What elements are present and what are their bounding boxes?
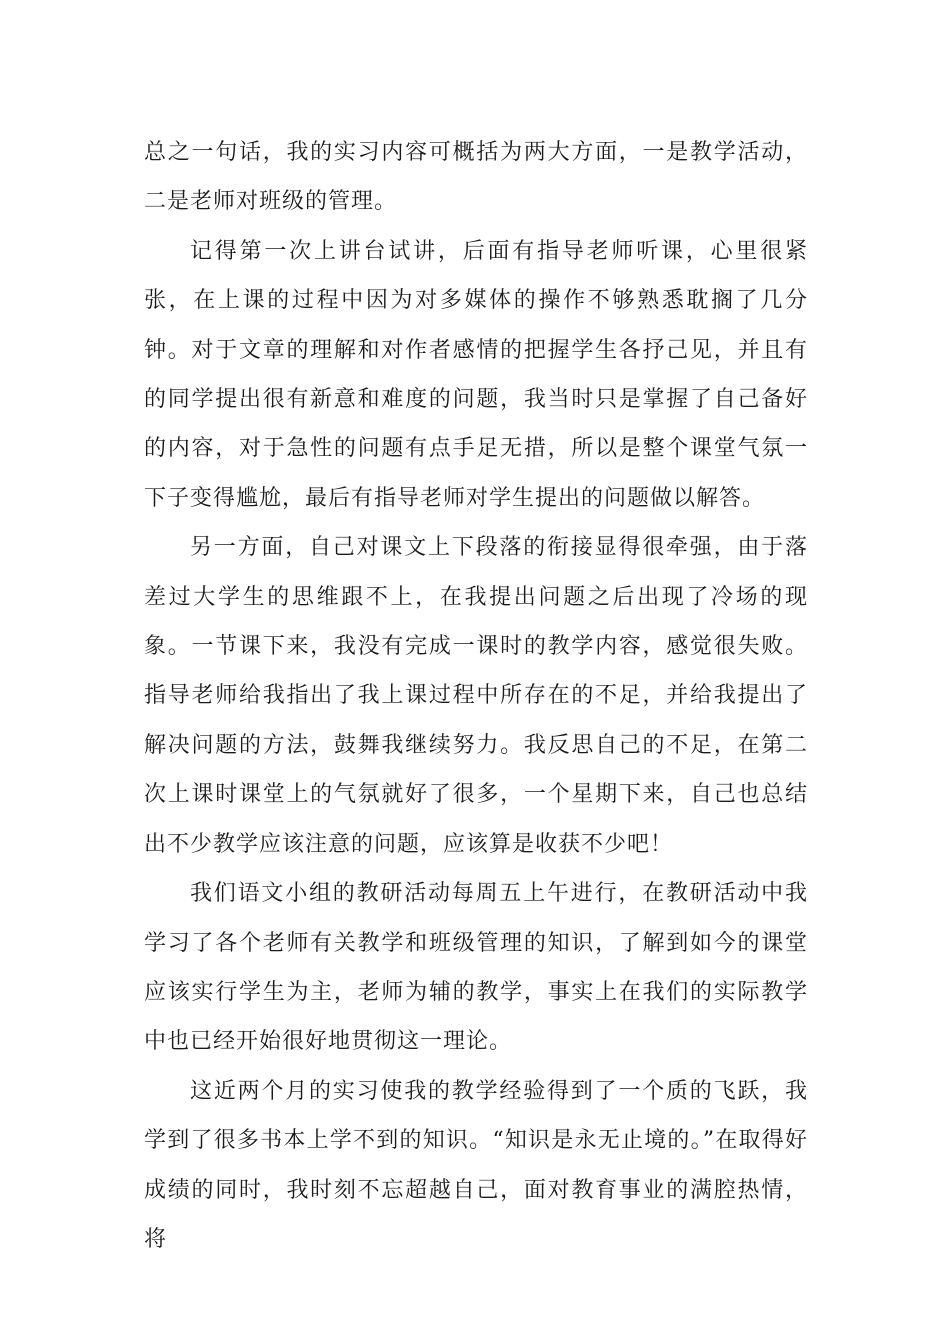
document-body: [144, 128, 808, 1264]
paragraph-2: 记得第一次上讲台试讲，后面有指导老师听课，心里很紧张，在上课的过程中因为对多媒体的操作不够熟悉耽搁了几分钟。对于文章的理解和对作者感情的把握学生各抒己见，并且有的同学提出很有新意和难度的问题，我当时只是掌握了自己备好的内容，对于急性的问题有点手足无措，所以是整个课堂气氛一下子变得尴尬，最后有指导老师对学生提出的问题做以解答。: [144, 238, 808, 511]
paragraph-5: 这近两个月的实习使我的教学经验得到了一个质的飞跃，我学到了很多书本上学不到的知识。“知识是永无止境的。”在取得好成绩的同时，我时刻不忘超越自己，面对教育事业的满腔热情，将: [144, 1078, 808, 1252]
paragraph-3: 另一方面，自己对课文上下段落的衔接显得很牵强，由于落差过大学生的思维跟不上，在我提出问题之后出现了冷场的现象。一节课下来，我没有完成一课时的教学内容，感觉很失败。指导老师给我指出了我上课过程中所存在的不足，并给我提出了解决问题的方法，鼓舞我继续努力。我反思自己的不足，在第二次上课时课堂上的气氛就好了很多，一个星期下来，自己也总结出不少教学应该注意的问题，应该算是收获不少吧！: [144, 535, 808, 857]
paragraph-1: 总之一句话，我的实习内容可概括为两大方面，一是教学活动，二是老师对班级的管理。: [144, 140, 808, 215]
paragraph-4: 我们语文小组的教研活动每周五上午进行，在教研活动中我学习了各个老师有关教学和班级管理的知识，了解到如今的课堂应该实行学生为主，老师为辅的教学，事实上在我们的实际教学中也已经开始很好地贯彻这一理论。: [144, 881, 808, 1055]
